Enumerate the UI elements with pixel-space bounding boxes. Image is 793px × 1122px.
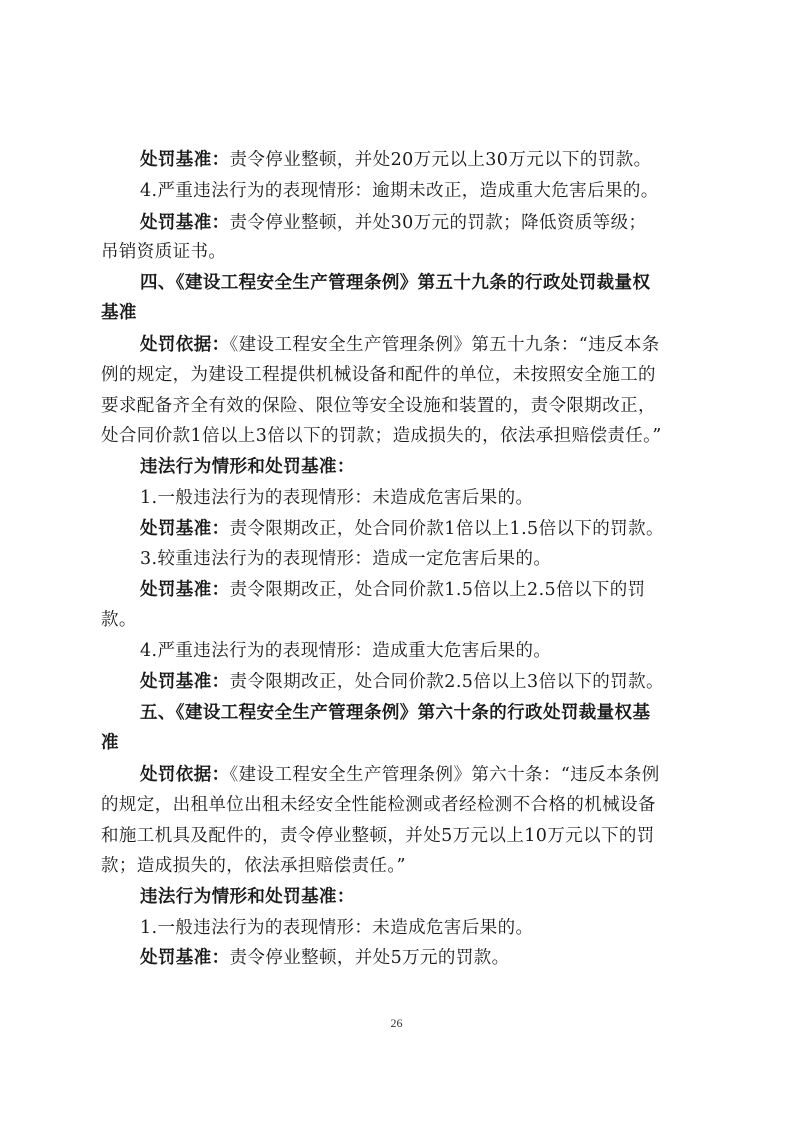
section-heading-cont	[101, 302, 137, 324]
text-line	[101, 395, 656, 417]
subsection-heading	[140, 886, 355, 908]
line-text: 款。	[101, 610, 137, 630]
text-line	[140, 334, 660, 356]
text-line	[140, 212, 646, 234]
line-text: 处合同价款1倍以上3倍以下的罚款；造成损失的，依法承担赔偿责任。”	[101, 426, 662, 446]
line-text: 例的规定，为建设工程提供机械设备和配件的单位，未按照安全施工的	[101, 365, 656, 385]
text-line	[140, 180, 659, 202]
text-line	[140, 518, 664, 540]
line-text: 款；造成损失的，依法承担赔偿责任。”	[101, 856, 406, 876]
text-line	[101, 855, 406, 877]
line-text: 的规定，出租单位出租未经安全性能检测或者经检测不合格的机械设备	[101, 795, 656, 815]
page-number: 26	[390, 1016, 403, 1030]
line-text: 1.一般违法行为的表现情形：未造成危害后果的。	[140, 488, 534, 508]
text-line	[140, 947, 510, 969]
line-text: 责令停业整顿，并处30万元的罚款；降低资质等级；	[229, 213, 647, 233]
label-bold: 处罚依据：	[140, 765, 230, 785]
line-text: 《建设工程安全生产管理条例》第五十九条：“违反本条	[229, 335, 660, 355]
line-text: 责令限期改正，处合同价款1倍以上1.5倍以下的罚款。	[229, 519, 664, 539]
heading-text: 四、《建设工程安全生产管理条例》第五十九条的行政处罚裁量权	[140, 273, 651, 293]
text-line	[101, 794, 656, 816]
text-line	[140, 149, 652, 171]
line-text: 3.较重违法行为的表现情形：造成一定危害后果的。	[140, 549, 552, 569]
section-heading-cont	[101, 732, 119, 754]
heading-text: 违法行为情形和处罚基准：	[140, 887, 355, 907]
line-text: 责令限期改正，处合同价款1.5倍以上2.5倍以下的罚	[229, 580, 646, 600]
label-bold: 处罚基准：	[140, 672, 230, 692]
line-text: 4.严重违法行为的表现情形：造成重大危害后果的。	[140, 641, 552, 661]
line-text: 吊销资质证书。	[101, 242, 227, 262]
label-bold: 处罚基准：	[140, 519, 230, 539]
text-line	[101, 364, 656, 386]
line-text: 4.严重违法行为的表现情形：逾期未改正，造成重大危害后果的。	[140, 181, 659, 201]
heading-text: 基准	[101, 303, 137, 323]
text-line	[140, 671, 664, 693]
line-text: 和施工机具及配件的，责令停业整顿，并处5万元以上10万元以下的罚	[101, 826, 655, 846]
text-line	[101, 425, 662, 447]
label-bold: 处罚依据：	[140, 335, 230, 355]
label-bold: 处罚基准：	[140, 580, 230, 600]
text-line	[101, 241, 226, 263]
section-heading	[140, 702, 650, 724]
heading-text: 五、《建设工程安全生产管理条例》第六十条的行政处罚裁量权基	[140, 703, 651, 723]
text-line	[140, 487, 533, 509]
text-line	[101, 609, 137, 631]
line-text: 1.一般违法行为的表现情形：未造成危害后果的。	[140, 918, 534, 938]
line-text: 责令停业整顿，并处20万元以上30万元以下的罚款。	[229, 150, 652, 170]
subsection-heading	[140, 456, 355, 478]
text-line	[140, 917, 533, 939]
heading-text: 准	[101, 733, 119, 753]
line-text: 《建设工程安全生产管理条例》第六十条：“违反本条例	[229, 765, 660, 785]
line-text: 责令停业整顿，并处5万元的罚款。	[229, 948, 510, 968]
text-line	[140, 579, 646, 601]
section-heading	[140, 272, 650, 294]
text-line	[101, 825, 655, 847]
text-line	[140, 548, 551, 570]
label-bold: 处罚基准：	[140, 948, 230, 968]
line-text: 责令限期改正，处合同价款2.5倍以上3倍以下的罚款。	[229, 672, 664, 692]
line-text: 要求配备齐全有效的保险、限位等安全设施和装置的，责令限期改正，	[101, 396, 656, 416]
label-bold: 处罚基准：	[140, 213, 230, 233]
label-bold: 处罚基准：	[140, 150, 230, 170]
heading-text: 违法行为情形和处罚基准：	[140, 457, 355, 477]
text-line	[140, 764, 660, 786]
text-line	[140, 640, 551, 662]
